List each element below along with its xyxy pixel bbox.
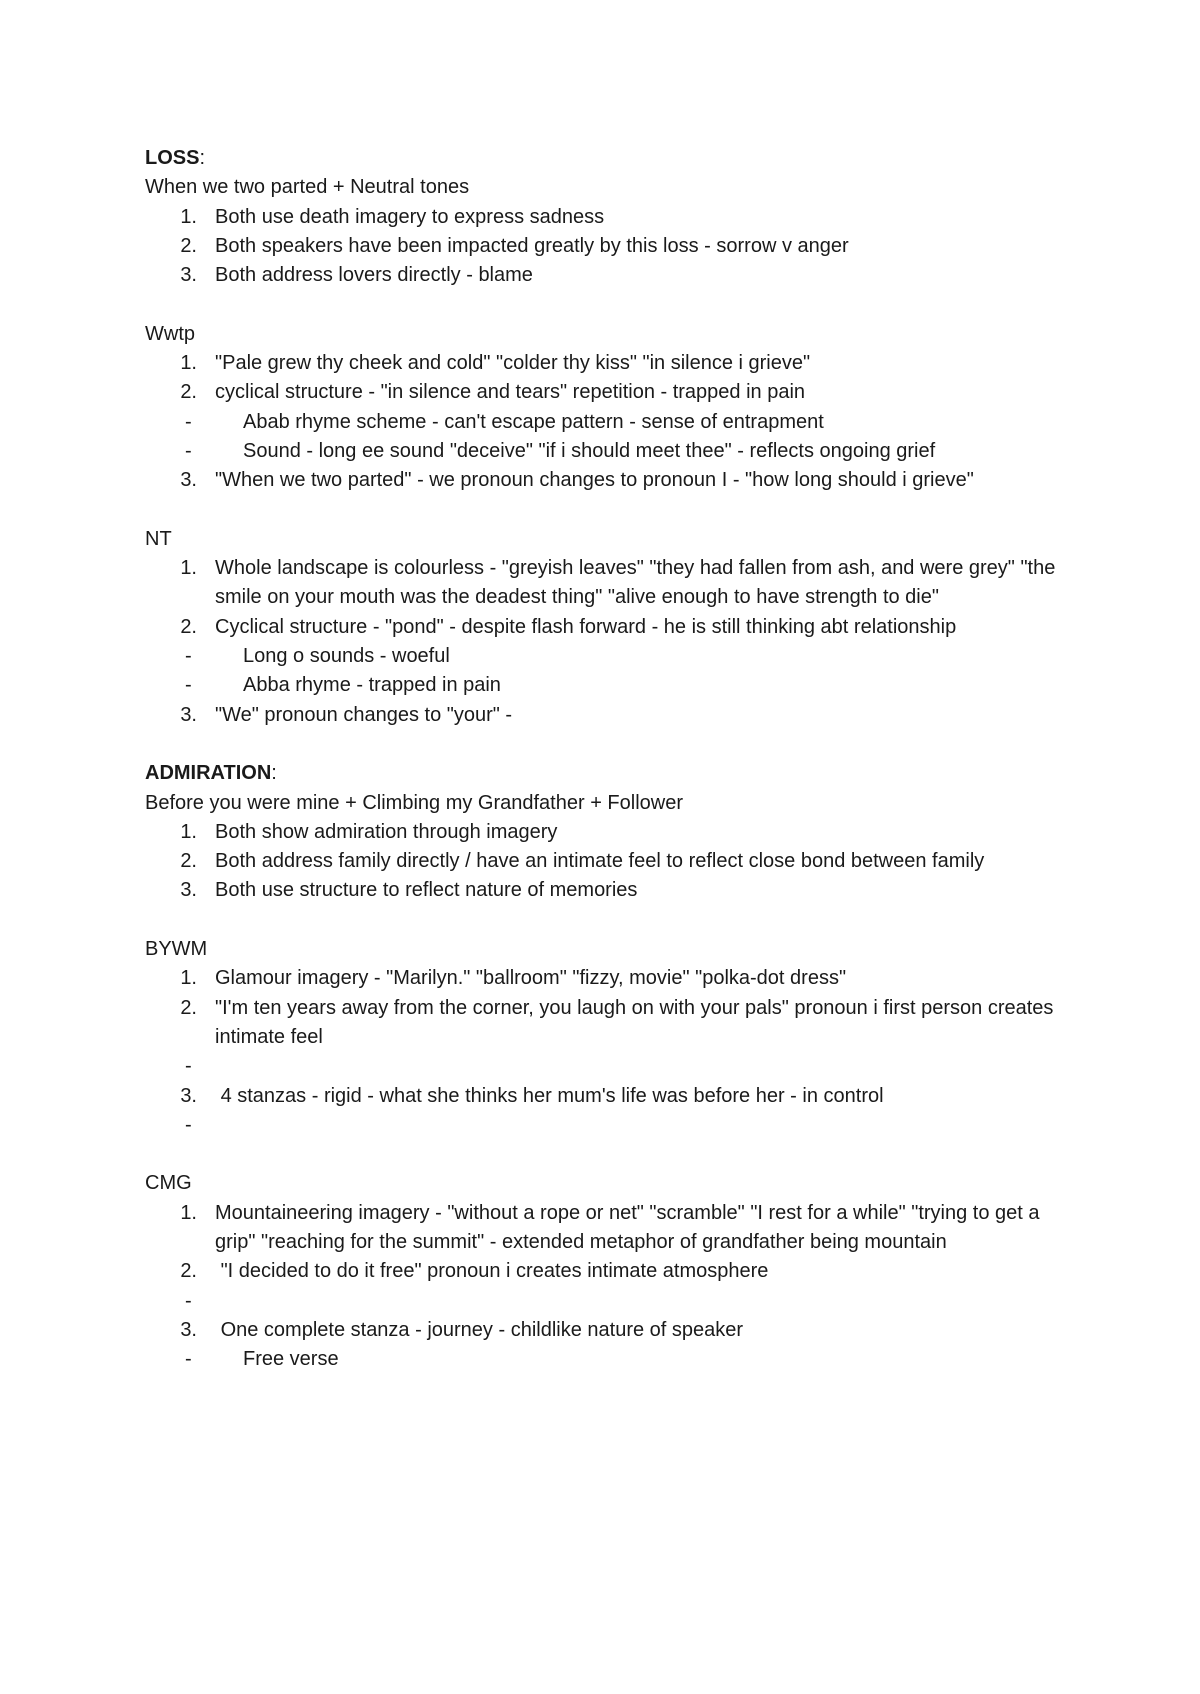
list-marker: 2. (180, 615, 197, 638)
list-marker: - (185, 674, 192, 697)
numbered-list-item (145, 847, 1085, 876)
bullet-list-item (145, 1052, 1085, 1081)
list-marker: 2. (180, 1260, 197, 1283)
numbered-list-item (145, 378, 1085, 407)
numbered-list-item (145, 701, 1085, 730)
list-marker: 2. (180, 850, 197, 873)
list-item-text: Long o sounds - woeful (243, 645, 450, 668)
list-marker: - (185, 439, 192, 462)
list-item-text: Whole landscape is colourless - "greyish leaves" "they had fallen from ash, and were grey" "the smile on your mouth was the deadest thing" "alive enough to have strength to die" (215, 557, 1061, 609)
numbered-list-item (145, 1199, 1085, 1258)
list-item-text: "Pale grew thy cheek and cold" "colder thy kiss" "in silence i grieve" (215, 352, 811, 375)
list-marker: - (185, 645, 192, 668)
numbered-list-item (145, 466, 1085, 495)
numbered-list-item (145, 1082, 1085, 1111)
list-marker: - (185, 1348, 192, 1371)
list-item-text: Both address lovers directly - blame (215, 264, 533, 287)
section-heading-label: LOSS (145, 147, 200, 169)
blank-line (145, 730, 1085, 759)
list-marker: 3. (180, 264, 197, 287)
list-marker: 2. (180, 381, 197, 404)
list-item-text: Cyclical structure - "pond" - despite flash forward - he is still thinking abt relationship (215, 615, 957, 638)
list-item-text: "I decided to do it free" pronoun i creates intimate atmosphere (215, 1260, 769, 1283)
numbered-list-item (145, 994, 1085, 1053)
list-item-text: cyclical structure - "in silence and tears" repetition - trapped in pain (215, 381, 806, 404)
list-marker: 2. (180, 996, 197, 1019)
list-marker: - (185, 410, 192, 433)
list-item-text: Glamour imagery - "Marilyn." "ballroom" "fizzy, movie" "polka-dot dress" (215, 967, 847, 990)
list-item-text (243, 1052, 1085, 1081)
list-marker: 3. (180, 1318, 197, 1341)
list-item-text: "I'm ten years away from the corner, you laugh on with your pals" pronoun i first person creates intimate feel (215, 996, 1059, 1048)
bullet-list-item (145, 408, 1085, 437)
list-marker: 1. (180, 820, 197, 843)
paragraph: BYWM (145, 938, 208, 961)
section-heading (145, 144, 1085, 173)
bullet-list-item (145, 1345, 1085, 1374)
list-item-text (243, 1111, 1085, 1140)
numbered-list-item (145, 232, 1085, 261)
list-item-text: Both use structure to reflect nature of memories (215, 879, 638, 902)
bullet-list-item (145, 642, 1085, 671)
list-item-text (243, 1287, 1085, 1316)
list-marker: - (185, 1289, 192, 1312)
list-marker: 1. (180, 967, 197, 990)
list-marker: 3. (180, 879, 197, 902)
numbered-list-item (145, 1316, 1085, 1345)
numbered-list-item (145, 876, 1085, 905)
numbered-list-item (145, 818, 1085, 847)
numbered-list-item (145, 1257, 1085, 1286)
list-marker: 1. (180, 557, 197, 580)
blank-line (145, 906, 1085, 935)
list-marker: 1. (180, 352, 197, 375)
numbered-list-item (145, 554, 1085, 613)
list-marker: - (185, 1055, 192, 1078)
numbered-list-item (145, 261, 1085, 290)
list-item-text: "When we two parted" - we pronoun changes to pronoun I - "how long should i grieve" (215, 469, 974, 492)
list-item-text: Both speakers have been impacted greatly by this loss - sorrow v anger (215, 234, 849, 257)
list-marker: 2. (180, 234, 197, 257)
list-item-text: Both use death imagery to express sadness (215, 205, 605, 228)
numbered-list-item (145, 964, 1085, 993)
list-item-text: Abab rhyme scheme - can't escape pattern - sense of entrapment (243, 410, 824, 433)
list-item-text: "We" pronoun changes to "your" - (215, 703, 513, 726)
paragraph: Wwtp (145, 322, 195, 345)
list-item-text: 4 stanzas - rigid - what she thinks her mum's life was before her - in control (215, 1084, 884, 1107)
section-heading-colon: : (199, 147, 206, 169)
list-item-text: One complete stanza - journey - childlike nature of speaker (215, 1318, 744, 1341)
list-item-text: Sound - long ee sound "deceive" "if i should meet thee" - reflects ongoing grief (243, 439, 936, 462)
bullet-list-item (145, 1287, 1085, 1316)
document-page (145, 144, 1085, 1374)
blank-line (145, 496, 1085, 525)
section-heading-colon: : (271, 762, 277, 785)
bullet-list-item (145, 671, 1085, 700)
list-marker: 3. (180, 469, 197, 492)
numbered-list-item (145, 613, 1085, 642)
blank-line (145, 1140, 1085, 1169)
list-marker: 3. (180, 1084, 197, 1107)
list-item-text: Abba rhyme - trapped in pain (243, 674, 501, 697)
bullet-list-item (145, 437, 1085, 466)
list-marker: 1. (180, 205, 197, 228)
numbered-list-item (145, 349, 1085, 378)
paragraph: When we two parted + Neutral tones (145, 176, 470, 199)
list-item-text: Both show admiration through imagery (215, 820, 558, 843)
blank-line (145, 290, 1085, 319)
list-marker: 1. (180, 1201, 197, 1224)
paragraph: NT (145, 527, 172, 550)
paragraph: Before you were mine + Climbing my Grandfather + Follower (145, 791, 684, 814)
list-marker: 3. (180, 703, 197, 726)
list-item-text: Both address family directly / have an intimate feel to reflect close bond between family (215, 850, 985, 873)
list-item-text: Free verse (243, 1348, 339, 1371)
bullet-list-item (145, 1111, 1085, 1140)
paragraph: CMG (145, 1172, 192, 1195)
list-item-text: Mountaineering imagery - "without a rope or net" "scramble" "I rest for a while" "trying to get a grip" "reaching for the summit" - extended metaphor of grandfather being mountain (215, 1201, 1046, 1253)
numbered-list-item (145, 203, 1085, 232)
section-heading-label: ADMIRATION (145, 762, 272, 785)
section-heading (145, 759, 1085, 788)
list-marker: - (185, 1113, 192, 1136)
